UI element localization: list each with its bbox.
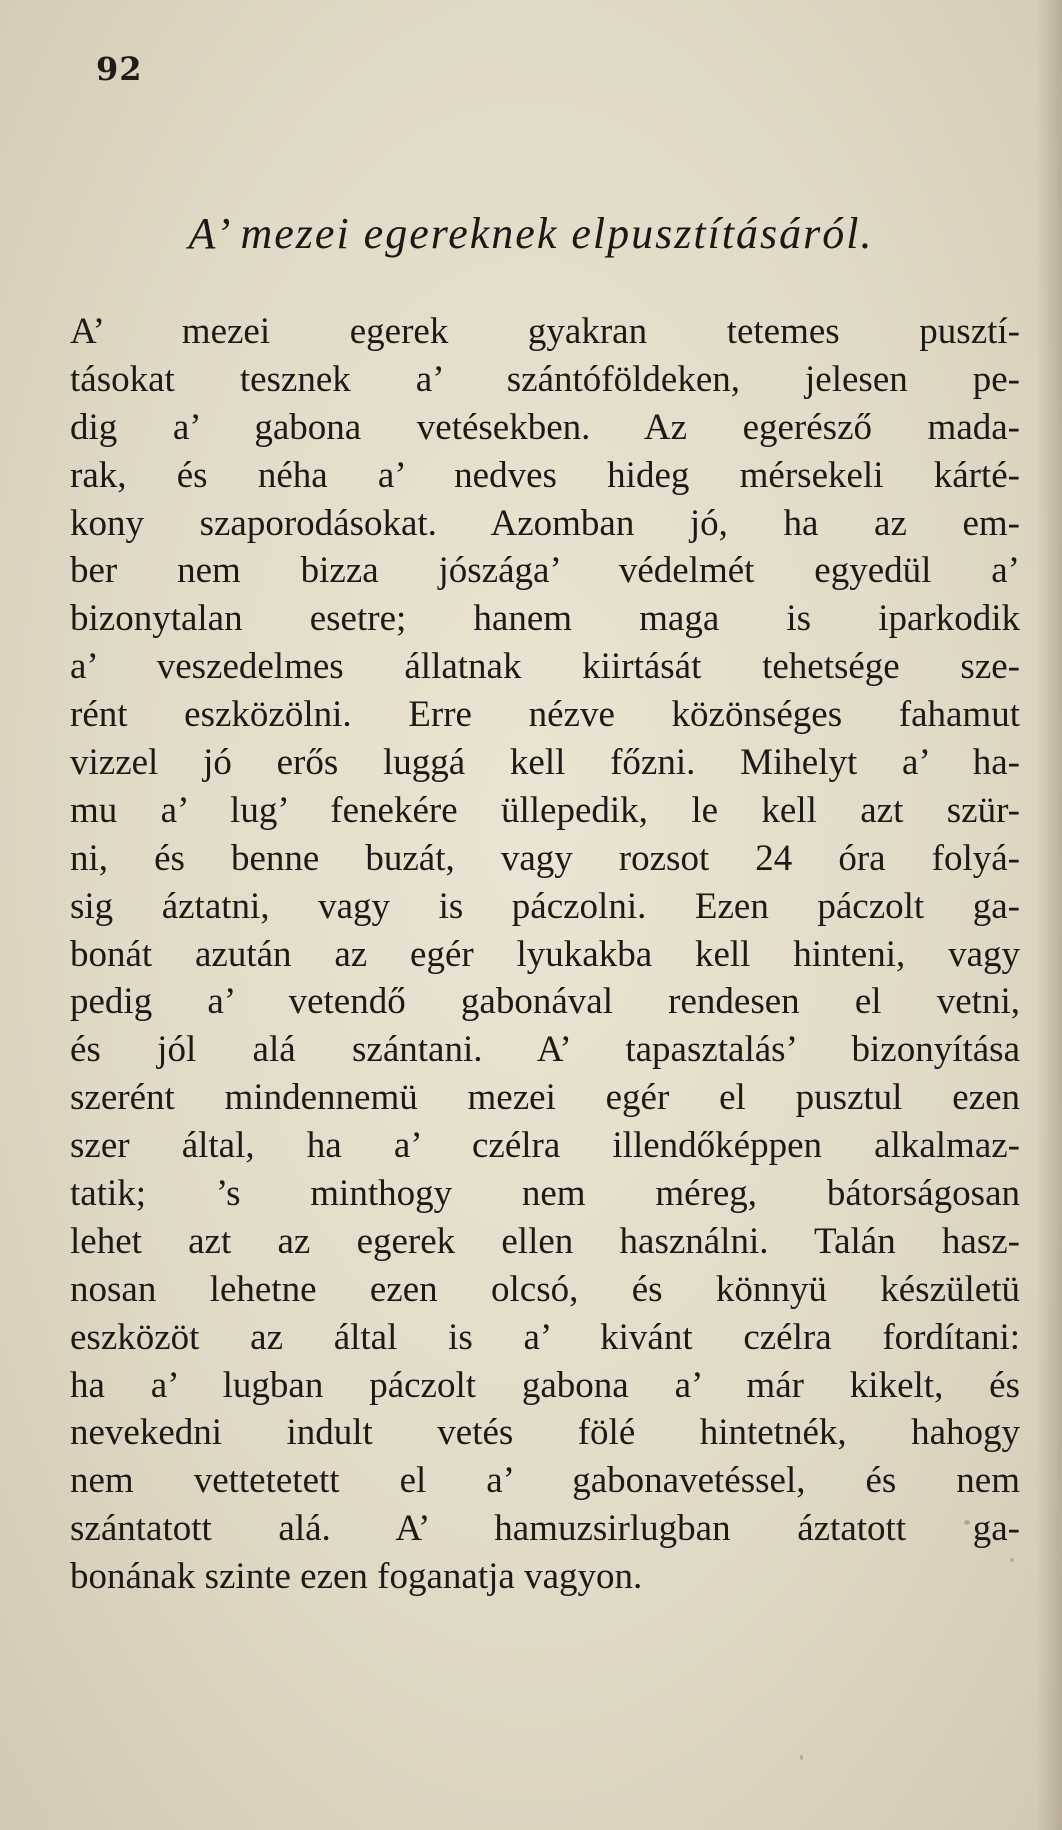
text-line: lehet azt az egerek ellen használni. Talán hasz-: [70, 1220, 1020, 1262]
text-line: vizzel jó erős luggá kell főzni. Mihelyt a’ ha-: [70, 742, 1020, 784]
text-line: szántatott alá. A’ hamuzsirlugban áztatott ga-: [70, 1508, 1020, 1550]
paper-speck: [800, 1755, 803, 1760]
text-line: sig áztatni, vagy is páczolni. Ezen páczolt ga-: [70, 885, 1020, 927]
text-line: A’ mezei egerek gyakran tetemes pusztí-: [70, 311, 1020, 352]
text-line: tásokat tesznek a’ szántóföldeken, jelesen pe-: [70, 358, 1020, 400]
text-line: pedig a’ vetendő gabonával rendesen el vetni,: [70, 981, 1020, 1023]
text-line: dig a’ gabona vetésekben. Az egerésző mada-: [70, 406, 1020, 448]
text-line: bonának szinte ezen foganatja vagyon.: [70, 1556, 643, 1598]
text-line: nosan lehetne ezen olcsó, és könnyü készületü: [70, 1268, 1020, 1310]
paper-speck: [1010, 1558, 1014, 1562]
text-line: bizonytalan esetre; hanem maga is iparkodik: [70, 598, 1020, 640]
page-number: 92: [96, 50, 143, 88]
text-line: ber nem bizza jószága’ védelmét egyedül a’: [70, 550, 1020, 592]
text-line: bonát azután az egér lyukakba kell hinteni, vagy: [70, 933, 1020, 975]
text-line: kony szaporodásokat. Azomban jó, ha az em-: [70, 502, 1020, 544]
text-line: és jól alá szántani. A’ tapasztalás’ bizonyítása: [70, 1029, 1020, 1071]
text-line: tatik; ’s minthogy nem méreg, bátorságosan: [70, 1173, 1020, 1215]
text-line: mu a’ lug’ fenekére üllepedik, le kell azt szür-: [70, 789, 1020, 831]
paper-speck: [964, 1520, 970, 1525]
text-line: a’ veszedelmes állatnak kiirtását tehetsége sze-: [70, 646, 1020, 688]
text-line: nem vettetetett el a’ gabonavetéssel, és nem: [70, 1460, 1020, 1502]
text-line: szer által, ha a’ czélra illendőképpen alkalmaz-: [70, 1125, 1020, 1167]
text-line: rént eszközölni. Erre nézve közönséges fahamut: [70, 694, 1020, 736]
text-line: ni, és benne buzát, vagy rozsot 24 óra folyá-: [70, 837, 1020, 879]
text-line: ha a’ lugban páczolt gabona a’ már kikelt, és: [70, 1364, 1020, 1406]
text-line: nevekedni indult vetés fölé hintetnék, hahogy: [70, 1412, 1020, 1454]
text-line: eszközöt az által is a’ kivánt czélra fordítani:: [70, 1316, 1020, 1358]
article-title: A’ mezei egereknek elpusztításáról.: [188, 209, 874, 258]
text-line: rak, és néha a’ nedves hideg mérsekeli kárté-: [70, 454, 1020, 496]
text-line: szerént mindennemü mezei egér el pusztul ezen: [70, 1077, 1020, 1119]
article-body: [70, 308, 1020, 1601]
page-edge-shadow: [1036, 0, 1062, 1830]
